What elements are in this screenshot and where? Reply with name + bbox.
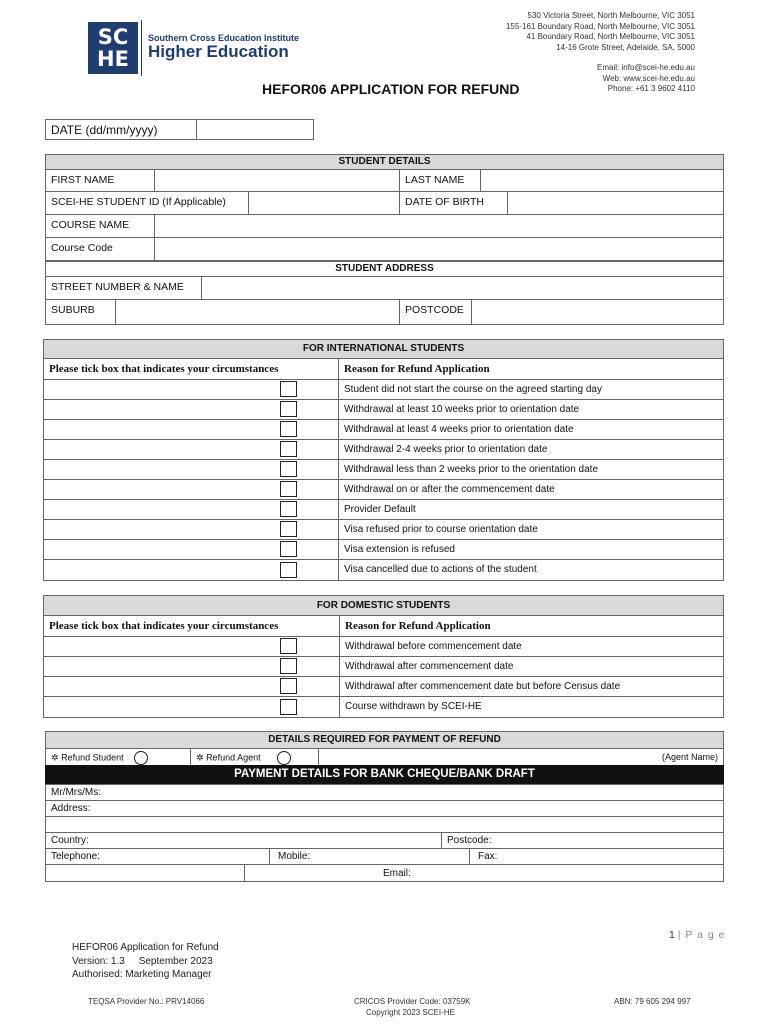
refund-agent-label: Refund Agent xyxy=(206,752,261,763)
logo-bottom-text: HE xyxy=(97,47,129,71)
telephone-field[interactable]: Telephone: xyxy=(45,848,270,865)
date-input[interactable] xyxy=(196,119,314,140)
footer-version: Version: 1.3 September 2023 xyxy=(72,955,213,967)
dom-reason-2: Withdrawal after commencement date but before Census date xyxy=(339,676,724,697)
address-field-line-2[interactable] xyxy=(45,816,724,833)
blank-field[interactable] xyxy=(45,864,245,882)
street-input[interactable] xyxy=(201,276,724,300)
street-label: STREET NUMBER & NAME xyxy=(45,276,202,300)
intl-checkbox-6[interactable] xyxy=(280,501,297,517)
intl-checkbox-1[interactable] xyxy=(280,401,297,417)
date-label: DATE (dd/mm/yyyy) xyxy=(45,119,197,140)
footer-copyright: Copyright 2023 SCEI-HE xyxy=(366,1008,455,1017)
course-name-input[interactable] xyxy=(154,214,724,238)
title-field[interactable]: Mr/Mrs/Ms: xyxy=(45,784,724,801)
address-line: 530 Victoria Street, North Melbourne, VIC 3051 xyxy=(527,11,695,20)
payment-postcode-field[interactable]: Postcode: xyxy=(441,832,724,849)
tick-mark-icon: ✲ xyxy=(51,752,59,763)
international-heading: FOR INTERNATIONAL STUDENTS xyxy=(43,339,724,359)
dom-checkbox-3[interactable] xyxy=(280,699,297,715)
logo-top-text: SC xyxy=(97,25,129,49)
intl-checkbox-7[interactable] xyxy=(280,521,297,537)
intl-checkbox-5[interactable] xyxy=(280,481,297,497)
intl-reason-3: Withdrawal 2-4 weeks prior to orientation date xyxy=(338,439,724,460)
contact-web: Web: www.scei-he.edu.au xyxy=(602,73,695,83)
logo-subtitle: Southern Cross Education Institute xyxy=(148,33,300,43)
address-block xyxy=(506,11,695,53)
contact-phone: Phone: +61 3 9602 4110 xyxy=(607,84,695,93)
intl-reason-5: Withdrawal on or after the commencement date xyxy=(338,479,724,500)
intl-reason-2: Withdrawal at least 4 weeks prior to orientation date xyxy=(338,419,724,440)
intl-col-reason: Reason for Refund Application xyxy=(338,358,724,380)
page-number-value: 1 xyxy=(669,929,675,941)
student-id-input[interactable] xyxy=(248,191,400,215)
dom-col-tick: Please tick box that indicates your circumstances xyxy=(43,615,340,637)
page-number xyxy=(669,929,726,941)
dom-reason-1: Withdrawal after commencement date xyxy=(339,656,724,677)
footer-teqsa: TEQSA Provider No.: PRV14066 xyxy=(88,997,205,1006)
postcode-label: POSTCODE xyxy=(399,299,472,325)
logo-divider xyxy=(141,20,142,76)
first-name-label: FIRST NAME xyxy=(45,169,155,192)
intl-reason-4: Withdrawal less than 2 weeks prior to the orientation date xyxy=(338,459,724,480)
intl-col-tick: Please tick box that indicates your circumstances xyxy=(43,358,339,380)
refund-student-label: Refund Student xyxy=(61,752,124,763)
page-word: | P a g e xyxy=(677,929,726,941)
intl-checkbox-2[interactable] xyxy=(280,421,297,437)
student-details-heading: STUDENT DETAILS xyxy=(45,154,724,170)
dom-col-reason: Reason for Refund Application xyxy=(339,615,724,637)
address-line: 14-16 Grote Street, Adelaide, SA, 5000 xyxy=(556,42,695,52)
intl-checkbox-4[interactable] xyxy=(280,461,297,477)
first-name-input[interactable] xyxy=(154,169,400,192)
contact-email: Email: info@scei-he.edu.au xyxy=(597,63,695,72)
dom-checkbox-2[interactable] xyxy=(280,678,297,694)
footer-cricos: CRICOS Provider Code: 03759K xyxy=(354,997,471,1006)
logo-mark xyxy=(88,22,138,74)
address-line: 41 Boundary Road, North Melbourne, VIC 3051 xyxy=(526,32,695,41)
document-title: HEFOR06 APPLICATION FOR REFUND xyxy=(262,81,520,97)
intl-reason-9: Visa cancelled due to actions of the student xyxy=(338,559,724,581)
suburb-label: SUBURB xyxy=(45,299,116,325)
dob-input[interactable] xyxy=(507,191,724,215)
intl-checkbox-9[interactable] xyxy=(280,562,297,578)
footer-authorised: Authorised: Marketing Manager xyxy=(72,969,212,980)
fax-field[interactable]: Fax: xyxy=(469,848,724,865)
intl-checkbox-8[interactable] xyxy=(280,541,297,557)
address-field[interactable]: Address: xyxy=(45,800,724,817)
student-address-heading: STUDENT ADDRESS xyxy=(45,261,724,277)
dom-checkbox-1[interactable] xyxy=(280,658,297,674)
country-field[interactable]: Country: xyxy=(45,832,442,849)
agent-name-field[interactable]: (Agent Name) xyxy=(318,748,724,766)
intl-reason-8: Visa extension is refused xyxy=(338,539,724,560)
mobile-field[interactable]: Mobile: xyxy=(269,848,470,865)
domestic-heading: FOR DOMESTIC STUDENTS xyxy=(43,595,724,616)
footer-doc-info xyxy=(72,941,219,982)
footer-doc-name: HEFOR06 Application for Refund xyxy=(72,942,219,953)
bank-details-heading: PAYMENT DETAILS FOR BANK CHEQUE/BANK DRAFT xyxy=(45,765,724,785)
refund-agent-radio[interactable] xyxy=(277,751,291,765)
course-code-input[interactable] xyxy=(154,237,724,261)
refund-student-option[interactable] xyxy=(45,748,191,766)
postcode-input[interactable] xyxy=(471,299,724,325)
dom-checkbox-0[interactable] xyxy=(280,638,297,654)
tick-mark-icon: ✲ xyxy=(196,752,204,763)
dom-reason-3: Course withdrawn by SCEI-HE xyxy=(339,696,724,718)
footer-abn: ABN: 79 605 294 997 xyxy=(614,997,691,1006)
intl-reason-0: Student did not start the course on the agreed starting day xyxy=(338,379,724,400)
email-field[interactable]: Email: xyxy=(244,864,724,882)
student-id-label: SCEI-HE STUDENT ID (If Applicable) xyxy=(45,191,249,215)
suburb-input[interactable] xyxy=(115,299,400,325)
logo-title: Higher Education xyxy=(148,42,289,61)
intl-checkbox-0[interactable] xyxy=(280,381,297,397)
course-name-label: COURSE NAME xyxy=(45,214,155,238)
contact-block xyxy=(597,63,695,95)
last-name-label: LAST NAME xyxy=(399,169,481,192)
intl-checkbox-3[interactable] xyxy=(280,441,297,457)
refund-student-radio[interactable] xyxy=(134,751,148,765)
intl-reason-7: Visa refused prior to course orientation date xyxy=(338,519,724,540)
refund-agent-option[interactable] xyxy=(190,748,319,766)
intl-reason-1: Withdrawal at least 10 weeks prior to orientation date xyxy=(338,399,724,420)
payment-heading: DETAILS REQUIRED FOR PAYMENT OF REFUND xyxy=(45,731,724,749)
dob-label: DATE OF BIRTH xyxy=(399,191,508,215)
dom-reason-0: Withdrawal before commencement date xyxy=(339,636,724,657)
address-line: 155-161 Boundary Road, North Melbourne, VIC 3051 xyxy=(505,21,695,31)
course-code-label: Course Code xyxy=(45,237,155,261)
last-name-input[interactable] xyxy=(480,169,724,192)
intl-reason-6: Provider Default xyxy=(338,499,724,520)
